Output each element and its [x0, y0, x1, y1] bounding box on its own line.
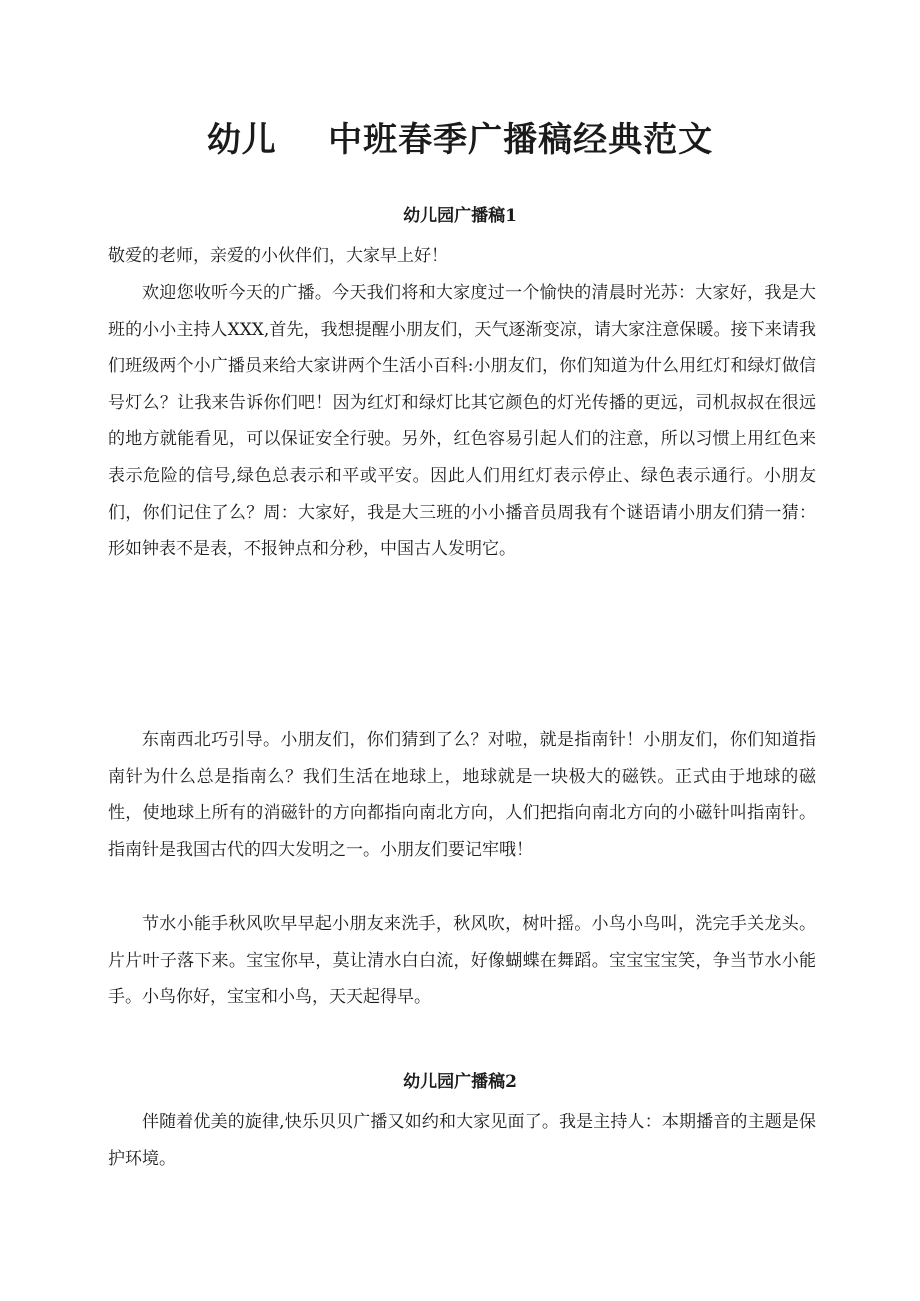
section-heading-2: 幼儿园广播稿2 [403, 1072, 517, 1092]
section-heading-1: 幼儿园广播稿1 [403, 206, 517, 226]
body-paragraph: 伴随着优美的旋律,快乐贝贝广播又如约和大家见面了。我是主持人：本期播音的主题是保护环境。 [108, 1112, 816, 1169]
body-paragraph: 欢迎您收听今天的广播。今天我们将和大家度过一个愉快的清晨时光苏：大家好，我是大班的小小主持人XXX,首先，我想提醒小朋友们，天气逐渐变凉，请大家注意保暖。接下来请我们班级两个小广播员来给大家讲两个生活小百科:小朋友们，你们知道为什么用红灯和绿灯做信号灯么？让我来告诉你们吧！因为红灯和绿灯比其它颜色的灯光传播的更远，司机叔叔在很远的地方就能看见，可以保证安全行驶。另外，红色容易引起人们的注意，所以习惯上用红色来表示危险的信号,绿色总表示和平或平安。因此人们用红灯表示停止、绿色表示通行。小朋友们，你们记住了么？周：大家好，我是大三班的小小播音员周我有个谜语请小朋友们猜一猜：形如钟表不是表，不报钟点和分秒，中国古人发明它。 [108, 283, 816, 560]
body-paragraph: 节水小能手秋风吹早早起小朋友来洗手，秋风吹，树叶摇。小鸟小鸟叫，洗完手关龙头。片片叶子落下来。宝宝你早，莫让清水白白流，好像蝴蝶在舞蹈。宝宝宝宝笑，争当节水小能手。小鸟你好，宝宝和小鸟，天天起得早。 [108, 914, 816, 1008]
document-title: 幼儿 中班春季广播稿经典范文 [206, 120, 714, 160]
greeting-paragraph: 敬爱的老师，亲爱的小伙伴们，大家早上好！ [108, 246, 448, 266]
body-paragraph: 东南西北巧引导。小朋友们，你们猜到了么？对啦，就是指南针！小朋友们，你们知道指南针为什么总是指南么？我们生活在地球上，地球就是一块极大的磁铁。正式由于地球的磁性，使地球上所有的消磁针的方向都指向南北方向，人们把指向南北方向的小磁针叫指南针。指南针是我国古代的四大发明之一。小朋友们要记牢哦！ [108, 730, 816, 860]
